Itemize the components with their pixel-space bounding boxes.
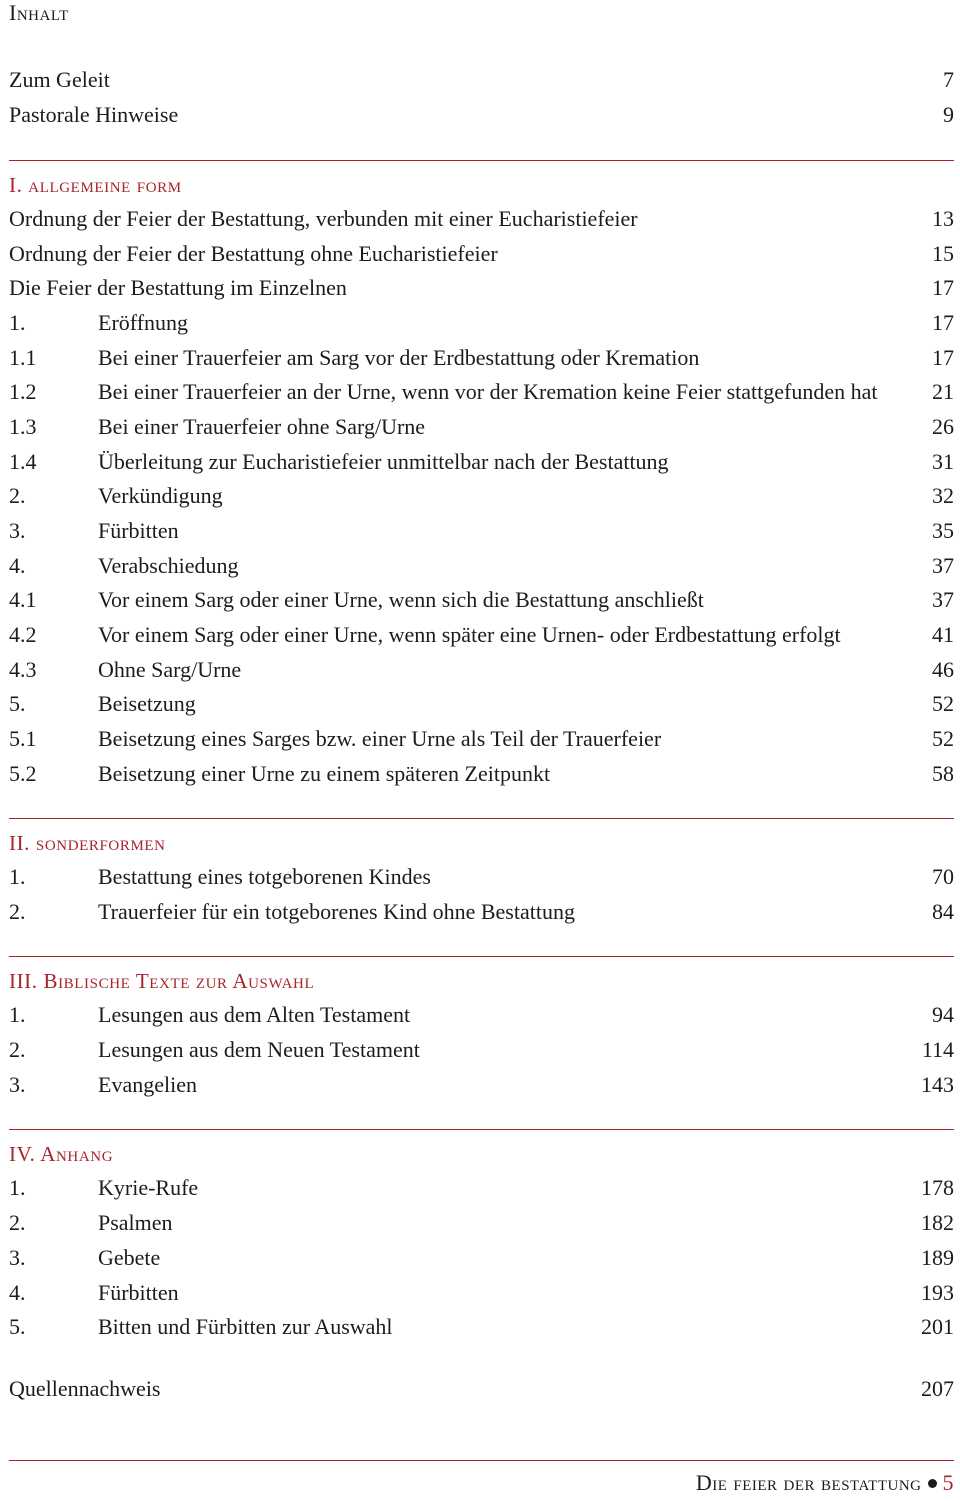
footer-divider <box>9 1460 954 1461</box>
toc-entry-number: 3. <box>9 1245 26 1270</box>
toc-entry-page: 193 <box>921 1280 954 1305</box>
toc-entry-title: Bei einer Trauerfeier an der Urne, wenn vor der Kremation keine Feier stattgefunden hat <box>98 379 878 404</box>
toc-entry-title: Trauerfeier für ein totgeborenes Kind ohne Bestattung <box>98 899 575 924</box>
toc-entry-page: 94 <box>932 1002 954 1027</box>
toc-entry-title: Ordnung der Feier der Bestattung, verbunden mit einer Eucharistiefeier <box>9 206 638 231</box>
section-divider <box>9 1129 954 1130</box>
toc-entry <box>9 1206 954 1240</box>
toc-entry-page: 21 <box>932 379 954 404</box>
toc-entry-number: 4.1 <box>9 587 37 612</box>
toc-entry-page: 207 <box>921 1376 954 1401</box>
toc-entry-number: 3. <box>9 1072 26 1097</box>
toc-entry-number: 1.2 <box>9 379 37 404</box>
toc-entry-page: 143 <box>921 1072 954 1097</box>
toc-entry <box>9 618 954 652</box>
toc-entry <box>9 98 954 132</box>
toc-entry <box>9 583 954 617</box>
toc-entry <box>9 1310 954 1344</box>
toc-entry-page: 9 <box>943 102 954 127</box>
toc-entry <box>9 271 954 305</box>
toc-entry-title: Eröffnung <box>98 310 189 335</box>
toc-entry-title: Verabschiedung <box>98 553 239 578</box>
page-footer <box>696 1469 954 1497</box>
toc-entry-title: Beisetzung einer Urne zu einem späteren Zeitpunkt <box>98 761 551 786</box>
page-header: Inhalt <box>9 0 69 25</box>
toc-entry <box>9 445 954 479</box>
toc-entry <box>9 1033 954 1067</box>
section-divider <box>9 818 954 819</box>
toc-entry-number: 2. <box>9 1210 26 1235</box>
toc-entry-number: 4.3 <box>9 657 37 682</box>
toc-entry-number: 5.2 <box>9 761 37 786</box>
toc-entry <box>9 202 954 236</box>
toc-entry <box>9 757 954 791</box>
toc-entry <box>9 653 954 687</box>
toc-entry-number: 1. <box>9 1002 26 1027</box>
toc-entry-page: 35 <box>932 518 954 543</box>
toc-entry-page: 26 <box>932 414 954 439</box>
toc-entry-title: Ohne Sarg/Urne <box>98 657 242 682</box>
bullet-icon <box>928 1479 937 1488</box>
toc-entry-title: Evangelien <box>98 1072 197 1097</box>
toc-entry-title: Beisetzung eines Sarges bzw. einer Urne als Teil der Trauerfeier <box>98 726 662 751</box>
toc-entry-number: 1.4 <box>9 449 37 474</box>
toc-entry-title: Fürbitten <box>98 518 179 543</box>
toc-entry <box>9 1372 954 1406</box>
footer-book-title: Die feier der bestattung <box>695 1470 922 1495</box>
toc-entry <box>9 514 954 548</box>
toc-entry-number: 1. <box>9 1175 26 1200</box>
toc-entry <box>9 1241 954 1275</box>
toc-entry-page: 17 <box>932 275 954 300</box>
toc-entry-title: Gebete <box>98 1245 161 1270</box>
toc-entry-page: 201 <box>921 1314 954 1339</box>
toc-entry-number: 2. <box>9 1037 26 1062</box>
toc-entry-title: Bei einer Trauerfeier am Sarg vor der Erdbestattung oder Kremation <box>98 345 700 370</box>
toc-entry <box>9 341 954 375</box>
toc-entry <box>9 895 954 929</box>
toc-entry <box>9 1276 954 1310</box>
toc-entry-page: 32 <box>932 483 954 508</box>
toc-entry-title: Psalmen <box>98 1210 173 1235</box>
toc-entry-page: 182 <box>921 1210 954 1235</box>
toc-entry-title: Bei einer Trauerfeier ohne Sarg/Urne <box>98 414 426 439</box>
toc-entry-title: Beisetzung <box>98 691 196 716</box>
toc-entry-number: 1.3 <box>9 414 37 439</box>
toc-entry-title: Quellennachweis <box>9 1376 161 1401</box>
section-heading: II. sonderformen <box>9 831 166 855</box>
toc-entry-title: Lesungen aus dem Alten Testament <box>98 1002 411 1027</box>
section-divider <box>9 160 954 161</box>
toc-entry <box>9 998 954 1032</box>
toc-entry-number: 2. <box>9 483 26 508</box>
toc-entry-title: Bitten und Fürbitten zur Auswahl <box>98 1314 393 1339</box>
toc-entry <box>9 1068 954 1102</box>
toc-entry-page: 46 <box>932 657 954 682</box>
toc-entry-title: Pastorale Hinweise <box>9 102 179 127</box>
toc-entry-page: 41 <box>932 622 954 647</box>
toc-entry-number: 4.2 <box>9 622 37 647</box>
toc-entry-page: 52 <box>932 691 954 716</box>
toc-entry-title: Ordnung der Feier der Bestattung ohne Eucharistiefeier <box>9 241 498 266</box>
toc-entry-page: 178 <box>921 1175 954 1200</box>
toc-entry-page: 37 <box>932 553 954 578</box>
toc-entry-title: Lesungen aus dem Neuen Testament <box>98 1037 420 1062</box>
toc-entry-page: 17 <box>932 310 954 335</box>
toc-entry-number: 1. <box>9 864 26 889</box>
toc-entry-page: 37 <box>932 587 954 612</box>
toc-entry <box>9 63 954 97</box>
toc-entry <box>9 860 954 894</box>
toc-entry-title: Überleitung zur Eucharistiefeier unmittelbar nach der Bestattung <box>98 449 669 474</box>
toc-entry-title: Verkündigung <box>98 483 223 508</box>
footer-page-number: 5 <box>942 1470 954 1495</box>
section-heading: III. Biblische Texte zur Auswahl <box>9 969 315 993</box>
toc-entry-title: Vor einem Sarg oder einer Urne, wenn später eine Urnen- oder Erdbestattung erfolgt <box>98 622 841 647</box>
toc-entry-page: 52 <box>932 726 954 751</box>
toc-entry-page: 70 <box>932 864 954 889</box>
toc-entry <box>9 410 954 444</box>
toc-entry <box>9 237 954 271</box>
toc-entry-title: Kyrie-Rufe <box>98 1175 199 1200</box>
toc-entry <box>9 375 954 409</box>
toc-entry <box>9 306 954 340</box>
toc-entry-page: 114 <box>921 1037 954 1062</box>
toc-entry-number: 5. <box>9 1314 26 1339</box>
toc-entry-title: Die Feier der Bestattung im Einzelnen <box>9 275 347 300</box>
toc-entry-number: 2. <box>9 899 26 924</box>
toc-entry-number: 1.1 <box>9 345 37 370</box>
toc-entry-page: 84 <box>932 899 954 924</box>
section-heading: IV. Anhang <box>9 1142 114 1166</box>
toc-entry-page: 15 <box>932 241 954 266</box>
toc-entry <box>9 1171 954 1205</box>
toc-entry-number: 3. <box>9 518 26 543</box>
toc-entry <box>9 722 954 756</box>
toc-entry-number: 5. <box>9 691 26 716</box>
toc-entry-title: Zum Geleit <box>9 67 110 92</box>
toc-entry-title: Bestattung eines totgeborenen Kindes <box>98 864 431 889</box>
toc-entry-page: 189 <box>921 1245 954 1270</box>
section-heading: I. allgemeine form <box>9 173 182 197</box>
toc-entry-number: 4. <box>9 553 26 578</box>
toc-entry-page: 58 <box>932 761 954 786</box>
toc-entry-number: 4. <box>9 1280 26 1305</box>
toc-entry <box>9 479 954 513</box>
toc-entry-title: Vor einem Sarg oder einer Urne, wenn sich die Bestattung anschließt <box>98 587 704 612</box>
toc-entry-page: 7 <box>943 67 954 92</box>
toc-entry-number: 1. <box>9 310 26 335</box>
toc-entry-page: 31 <box>932 449 954 474</box>
toc-entry-number: 5.1 <box>9 726 37 751</box>
section-divider <box>9 956 954 957</box>
toc-entry <box>9 549 954 583</box>
toc-entry-title: Fürbitten <box>98 1280 179 1305</box>
toc-entry-page: 17 <box>932 345 954 370</box>
toc-entry-page: 13 <box>932 206 954 231</box>
toc-entry <box>9 687 954 721</box>
